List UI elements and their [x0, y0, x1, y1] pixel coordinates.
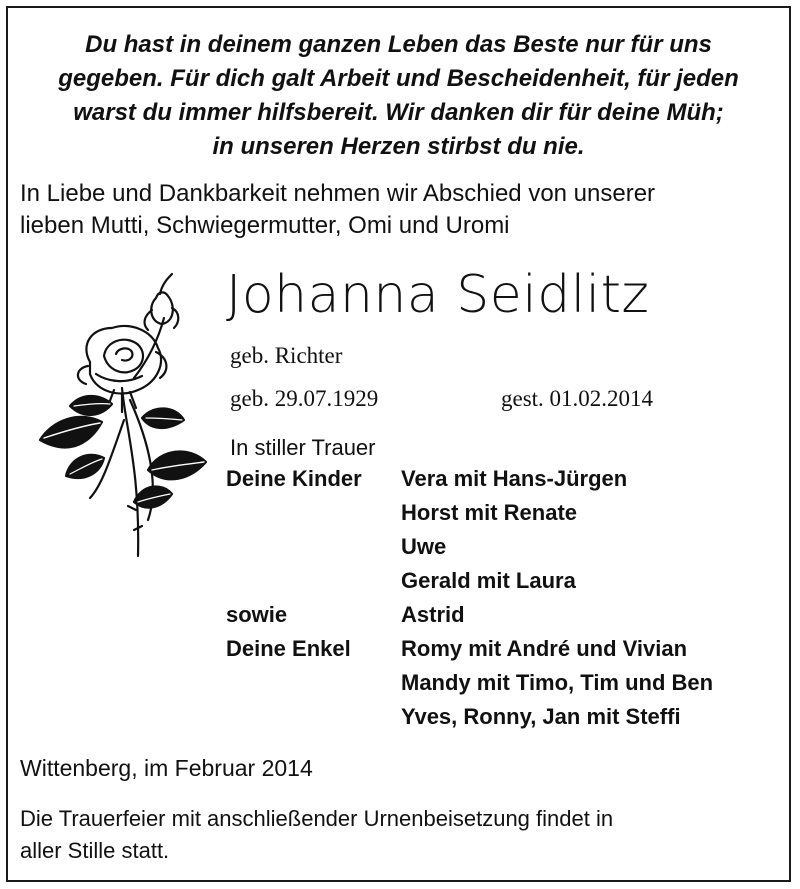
intro-line: In Liebe und Dankbarkeit nehmen wir Abschied von unserer	[20, 180, 656, 207]
poem-line: gegeben. Für dich galt Arbeit und Bescheidenheit, für jeden	[58, 65, 739, 92]
service-line: Die Trauerfeier mit anschließender Urnenbeisetzung findet in	[20, 806, 614, 831]
poem-line: in unseren Herzen stirbst du nie.	[212, 133, 585, 160]
also-label: sowie	[226, 602, 288, 627]
place-date: Wittenberg, im Februar 2014	[20, 755, 313, 781]
family-list	[8, 8, 789, 880]
family-member: Mandy mit Timo, Tim und Ben	[401, 670, 714, 695]
children-label: Deine Kinder	[226, 466, 362, 491]
poem-line: warst du immer hilfsbereit. Wir danken dir für deine Müh;	[73, 99, 724, 126]
family-member: Horst mit Renate	[401, 500, 578, 525]
family-member: Astrid	[401, 602, 465, 627]
family-member: Romy mit André und Vivian	[401, 636, 688, 661]
mourning-label: In stiller Trauer	[230, 435, 376, 460]
family-member: Yves, Ronny, Jan mit Steffi	[401, 704, 681, 729]
family-member: Vera mit Hans-Jürgen	[401, 466, 628, 491]
family-member: Gerald mit Laura	[401, 568, 576, 593]
birth-date: geb. 29.07.1929	[230, 386, 379, 411]
maiden-name: geb. Richter	[230, 343, 343, 368]
intro-line: lieben Mutti, Schwiegermutter, Omi und Uromi	[20, 212, 510, 239]
grandchildren-label: Deine Enkel	[226, 636, 351, 661]
service-info	[20, 803, 613, 867]
service-line: aller Stille statt.	[20, 838, 170, 863]
death-date: gest. 01.02.2014	[501, 386, 654, 411]
deceased-name: Johanna Seidlitz	[226, 265, 650, 325]
poem-line: Du hast in deinem ganzen Leben das Beste nur für uns	[85, 31, 712, 58]
obituary-notice	[6, 6, 791, 882]
family-member: Uwe	[401, 534, 447, 559]
